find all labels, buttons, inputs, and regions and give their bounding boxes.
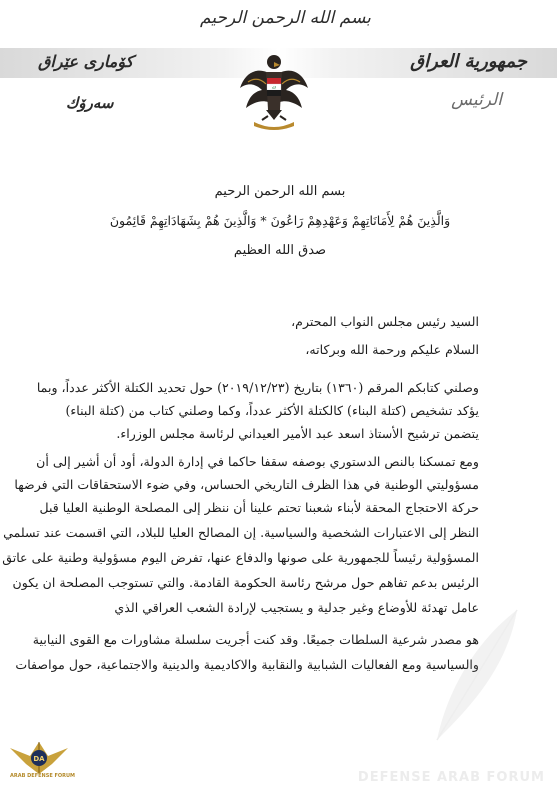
letterhead-basmala: بسم الله الرحمن الرحيم <box>200 8 371 28</box>
forum-name-watermark: ARAB DEFENSE FORUM <box>10 773 76 779</box>
letter-line: والسياسية ومع الفعاليات الشبابية والنقابية والاكاديمية والدينية والاجتماعية، حول مواصفات <box>15 657 479 672</box>
eagle-emblem-icon <box>238 48 310 132</box>
sadaq-allah: صدق الله العظيم <box>233 243 327 258</box>
opening-basmala: بسم الله الرحمن الرحيم <box>214 184 346 199</box>
letter-addressee: السيد رئيس مجلس النواب المحترم، <box>291 314 479 329</box>
letter-line: مسؤوليتي الوطنية في هذا الظرف التاريخي الحساس، وفي ضوء الاستحقاقات التي فرضها <box>14 477 479 492</box>
letter-line: ومع تمسكنا بالنص الدستوري بوصفه سقفا حاكما في إدارة الدولة، أود أن أشير إلى أن <box>36 454 479 469</box>
letter-line: هو مصدر شرعية السلطات جميعًا. وقد كنت أجريت سلسلة مشاورات مع القوى النيابية <box>32 632 479 647</box>
letter-line: الرئيس بدعم تفاهم حول مرشح رئاسة الحكومة القادمة. والتي تستوجب المصلحة ان يكون <box>12 575 479 590</box>
republic-name: جمهورية العراق <box>410 51 527 72</box>
letter-line: يتضمن ترشيح الأستاذ اسعد عبد الأمير العيداني لرئاسة مجلس الوزراء. <box>116 426 479 441</box>
letter-line: يؤكد تشخيص (كتلة البناء) كالكتلة الأكثر عدداً، وكما وصلني كتاب من (كتلة البناء) <box>65 403 479 418</box>
president-title: الرئيس <box>451 90 502 110</box>
letter-line: النظر إلى الاعتبارات الشخصية والسياسية. إن المصالح العليا للبلاد، التي اقسمت عند تسلمي <box>3 525 479 540</box>
letter-greeting: السلام عليكم ورحمة الله وبركاته، <box>305 342 479 357</box>
letter-line: عامل تهدئة للأوضاع وغير جدلية و يستجيب لإرادة الشعب العراقي الذي <box>114 600 479 615</box>
letter-line: حركة الاحتجاج المحقة لأبناء شعبنا تحتم علينا أن ننظر إلى المصلحة الوطنية العليا قبل <box>39 500 479 515</box>
feather-watermark-icon <box>417 600 537 750</box>
letter-line: المسؤولية رئيساً للجمهورية على صونها والدفاع عنها، تفرض اليوم مسؤولية وطنية على عاتق <box>2 550 479 565</box>
svg-text:الله: الله <box>271 85 277 90</box>
logo-text: DA <box>33 755 45 763</box>
kurdish-president-title: سەرۆك <box>66 94 114 112</box>
quran-verse: وَالَّذِينَ هُمْ لِأَمَانَاتِهِمْ وَعَهْدِهِمْ رَاعُونَ * وَالَّذِينَ هُمْ بِشَهَادَاتِهِمْ قَائِمُونَ <box>109 213 451 228</box>
faint-forum-watermark: DEFENSE ARAB FORUM <box>357 770 545 785</box>
letter-line: وصلني كتابكم المرقم (١٣٦٠) بتاريخ (٢٠١٩/١٢/٢٣) حول تحديد الكتلة الأكثر عدداً، وبما <box>36 380 479 395</box>
kurdish-republic-name: كۆماری عێراق <box>38 52 134 71</box>
